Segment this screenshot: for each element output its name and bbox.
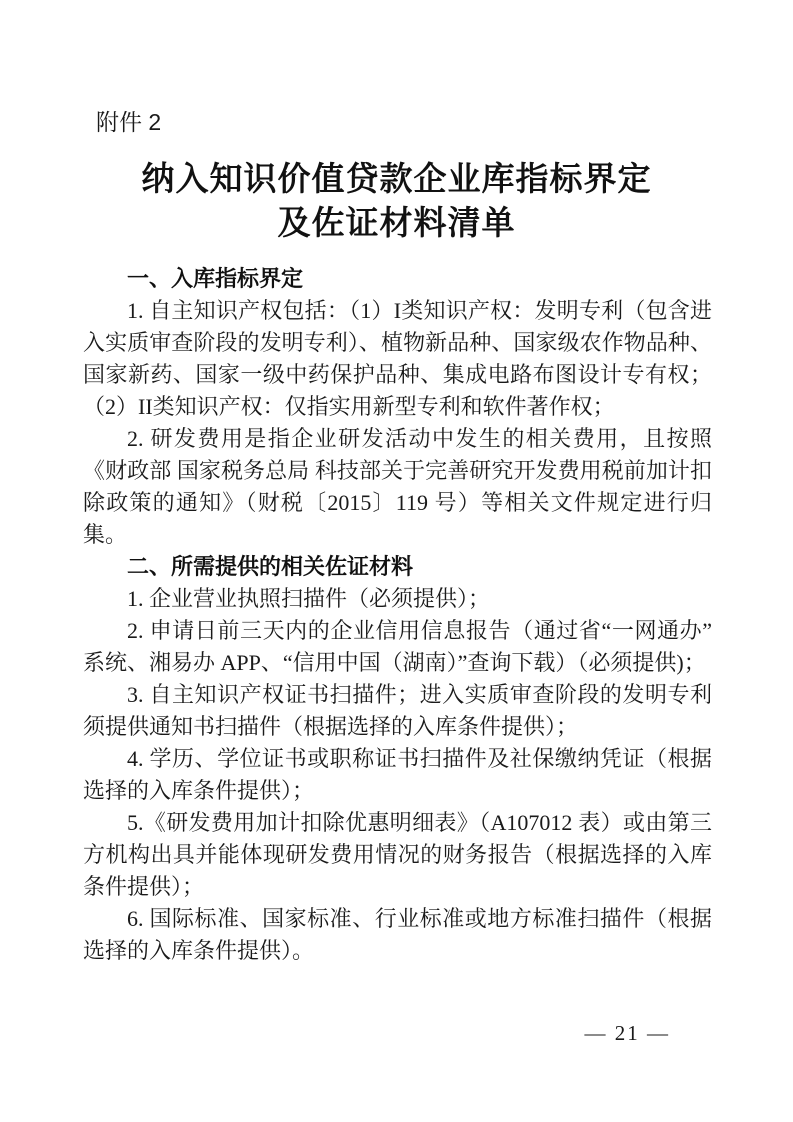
paragraph: 3. 自主知识产权证书扫描件；进入实质审查阶段的发明专利须提供通知书扫描件（根据选择的入库条件提供）；: [83, 682, 712, 739]
paragraph: 1. 自主知识产权包括：（1）I类知识产权：发明专利（包含进入实质审查阶段的发明专利）、植物新品种、国家级农作物品种、国家新药、国家一级中药保护品种、集成电路布图设计专有权；（2）II类知识产权：仅指实用新型专利和软件著作权；: [83, 298, 712, 419]
paragraph: 4. 学历、学位证书或职称证书扫描件及社保缴纳凭证（根据选择的入库条件提供）；: [83, 746, 712, 803]
section-heading-1: 一、入库指标界定: [127, 266, 304, 291]
paragraph: 2. 研发费用是指企业研发活动中发生的相关费用，且按照《财政部 国家税务总局 科技部关于完善研究开发费用税前加计扣除政策的通知》（财税〔2015〕119 号）等相关文件规定进行归集。: [83, 426, 712, 547]
paragraph: 2. 申请日前三天内的企业信用信息报告（通过省“一网通办”系统、湘易办 APP、“信用中国（湖南）”查询下载）（必须提供)；: [83, 618, 712, 675]
page-number: — 21 —: [584, 1021, 670, 1045]
document-title: [0, 158, 793, 246]
paragraph: 6. 国际标准、国家标准、行业标准或地方标准扫描件（根据选择的入库条件提供）。: [83, 906, 712, 963]
attachment-label: 附件 2: [96, 109, 162, 135]
document-title-line-2: 及佐证材料清单: [277, 206, 516, 242]
section-heading-2: 二、所需提供的相关佐证材料: [127, 554, 414, 579]
paragraph: 5.《研发费用加计扣除优惠明细表》（A107012 表）或由第三方机构出具并能体现研发费用情况的财务报告（根据选择的入库条件提供）；: [83, 810, 712, 899]
document-title-line-1: 纳入知识价值贷款企业库指标界定: [141, 162, 652, 198]
document-body: [83, 263, 712, 967]
paragraph: 1. 企业营业执照扫描件（必须提供）；: [127, 586, 491, 611]
